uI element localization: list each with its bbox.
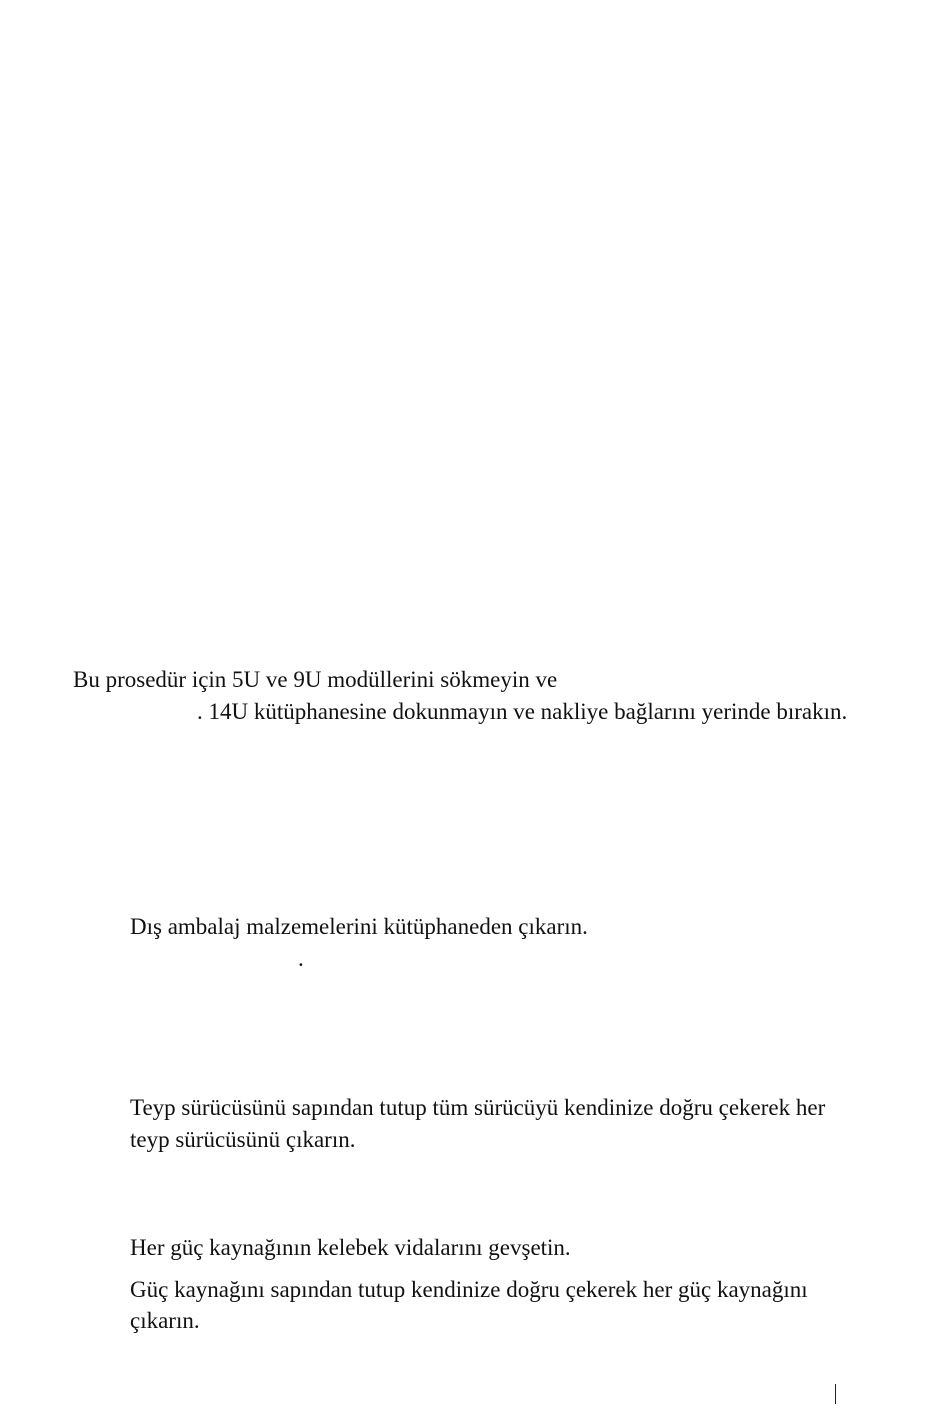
step-remove-packaging: Dış ambalaj malzemelerini kütüphaneden çıkarın. (130, 914, 588, 939)
page-footer-divider (835, 1384, 836, 1404)
step-remove-power-supply-line-1: Güç kaynağını sapından tutup kendinize doğru çekerek her güç kaynağını (130, 1277, 808, 1302)
step-remove-power-supply-line-2: çıkarın. (130, 1308, 200, 1333)
step-loosen-thumbscrews: Her güç kaynağının kelebek vidalarını gevşetin. (130, 1235, 571, 1260)
step-remove-tape-drive-line-2: teyp sürücüsünü çıkarın. (130, 1127, 356, 1152)
step-remove-tape-drive-line-1: Teyp sürücüsünü sapından tutup tüm sürücüyü kendinize doğru çekerek her (130, 1095, 826, 1120)
intro-line-1: Bu prosedür için 5U ve 9U modüllerini sökmeyin ve (73, 667, 558, 692)
step-packaging-fragment: . (298, 946, 304, 971)
intro-line-2: . 14U kütüphanesine dokunmayın ve nakliye bağlarını yerinde bırakın. (197, 699, 848, 724)
